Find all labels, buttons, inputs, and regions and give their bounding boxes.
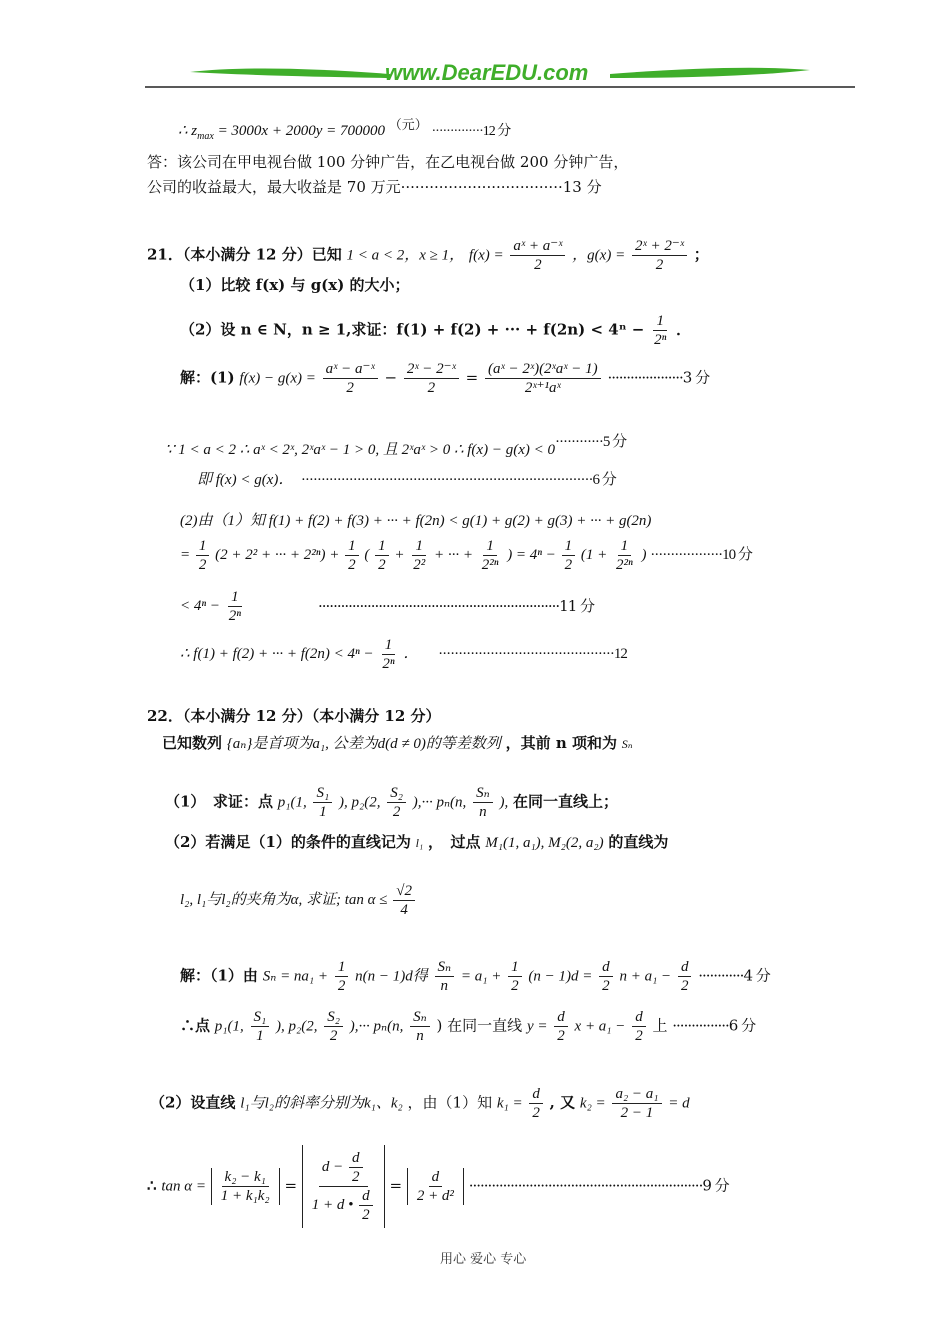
q22-heading: 22．（本小满分 12 分）（本小满分 12 分） <box>147 707 441 725</box>
q22-part2: （2）若满足（1）的条件的直线记为 l₁ ， 过点 M₁(1, a₁), M₂(2, a₂) 的直线为 <box>165 833 669 851</box>
answer-line-2: 公司的收益最大，最大收益是 70 万元··································13 分 <box>147 178 602 196</box>
q21-solution-7: ∴ f(1) + f(2) + ··· + f(2n) < 4ⁿ − $\frac{1}{\text{2ⁿ}}$ ． ············································12 <box>180 637 627 672</box>
page-footer: 用心 爱心 专心 <box>440 1252 527 1267</box>
q21-solution-2: ∵ 1 < a < 2 ∴ aˣ < 2ˣ, 2ˣaˣ − 1 > 0, 且 2ˣaˣ > 0 ∴ f(x) − g(x) < 0············5 分 <box>165 434 627 458</box>
q21-mark-11: ································································11 分 <box>318 597 595 615</box>
q21-solution-4: (2)由（1）知 f(1) + f(2) + f(3) + ··· + f(2n) < g(1) + g(2) + g(3) + ··· + g(2n) <box>180 513 652 529</box>
header-banner <box>140 58 860 92</box>
q21-part1: （1）比较 f(x) 与 g(x) 的大小； <box>180 276 410 294</box>
q21-part2: （2）设 n ∈ N，n ≥ 1,求证：f(1) + f(2) + ··· + f(2n) < 4ⁿ − $\frac{1}{\text{2ⁿ}}$ ． <box>180 313 692 348</box>
q21-solution-6: < 4ⁿ − $\frac{1}{\text{2ⁿ}}$ <box>180 589 241 624</box>
q21-heading: 21．（本小满分 12 分）已知 1 < a < 2，x ≥ 1， f(x) = $\frac{\text{aˣ + a⁻ˣ}}{2}$ ，g(x) = $\frac{\text{2ˣ + 2⁻ˣ}}{2}$ ； <box>147 238 709 273</box>
zmax-line: ∴ $z_{max} = 3000x + 2000y = 700000$ （元） ··············12 分 <box>178 117 511 142</box>
q22-solution-4: ∴ tan α = $\frac{\text{k₂ − k₁}}{\text{1 + k₁k₂}}$ = d − $\frac{d}{2}$ 1 + d • $\frac{d}{2}$ = $\frac{d}{\text{2 + d²}}$ ······························································9 分 <box>147 1145 729 1228</box>
q22-intro: 已知数列 {aₙ}是首项为a₁, 公差为d(d ≠ 0)的等差数列 ，其前 n 项和为 Sₙ <box>162 734 633 752</box>
q22-solution-1: 解：（1）由 Sₙ = na₁ + $\frac{1}{2}$ n(n − 1)d得 $\frac{\text{Sₙ}}{n}$ = a₁ + $\frac{1}{2}$ (n − 1)d = $\frac{d}{2}$ n + a₁ − $\frac{d}{2}$ ············4 分 <box>180 959 770 994</box>
q22-part3: l₂, l₁与l₂的夹角为α, 求证; tan α ≤ $\frac{√2}{4}$ <box>180 882 417 919</box>
answer-line-1: 答：该公司在甲电视台做 100 分钟广告，在乙电视台做 200 分钟广告， <box>147 153 629 171</box>
q21-solution-5: = $\frac{1}{2}$ (2 + 2² + ··· + 2²ⁿ) + $\frac{1}{2}$ ( $\frac{1}{2}$ + $\frac{1}{\text{2²}}$ + ··· + $\frac{1}{\text{2²ⁿ}}$ ) = 4ⁿ − $\frac{1}{2}$ (1 + $\frac{1}{\text{2²ⁿ}}$ ) ··················10 分 <box>180 538 752 573</box>
q22-solution-3: （2）设直线 l₁与l₂的斜率分别为k₁、k₂ ，由（1）知 k₁ = $\frac{d}{2}$ , 又 k₂ = $\frac{\text{a₂ − a₁}}{2 - 1}$ = d <box>150 1086 690 1121</box>
q21-solution-3: 即 f(x) < g(x)． ·········································································6 分 <box>197 472 616 488</box>
q21-solution-1: 解：(1) f(x) − g(x) = $\frac{\text{aˣ − a⁻ˣ}}{2}$ − $\frac{\text{2ˣ − 2⁻ˣ}}{2}$ = $\frac{\text{(aˣ − 2ˣ)(2ˣaˣ − 1)}}{\text{2ˣ⁺¹aˣ}}$ ····················3 分 <box>180 361 710 396</box>
q22-solution-2: ∴点 p₁(1, $\frac{\text{S₁}}{1}$ ), p₂(2, $\frac{\text{S₂}}{2}$ ),··· pₙ(n, $\frac{\text{Sₙ}}{n}$ ) 在同一直线 y = $\frac{d}{2}$ x + a₁ − $\frac{d}{2}$ 上 ···············6 分 <box>180 1009 756 1044</box>
site-logo-text: www.DearEDU.com <box>385 60 589 85</box>
q22-part1: （1） 求证：点 p₁(1, $\frac{\text{S₁}}{1}$ ), p₂(2, $\frac{\text{S₂}}{2}$ ),··· pₙ(n, $\frac{\text{Sₙ}}{n}$ ), 在同一直线上； <box>165 785 619 820</box>
